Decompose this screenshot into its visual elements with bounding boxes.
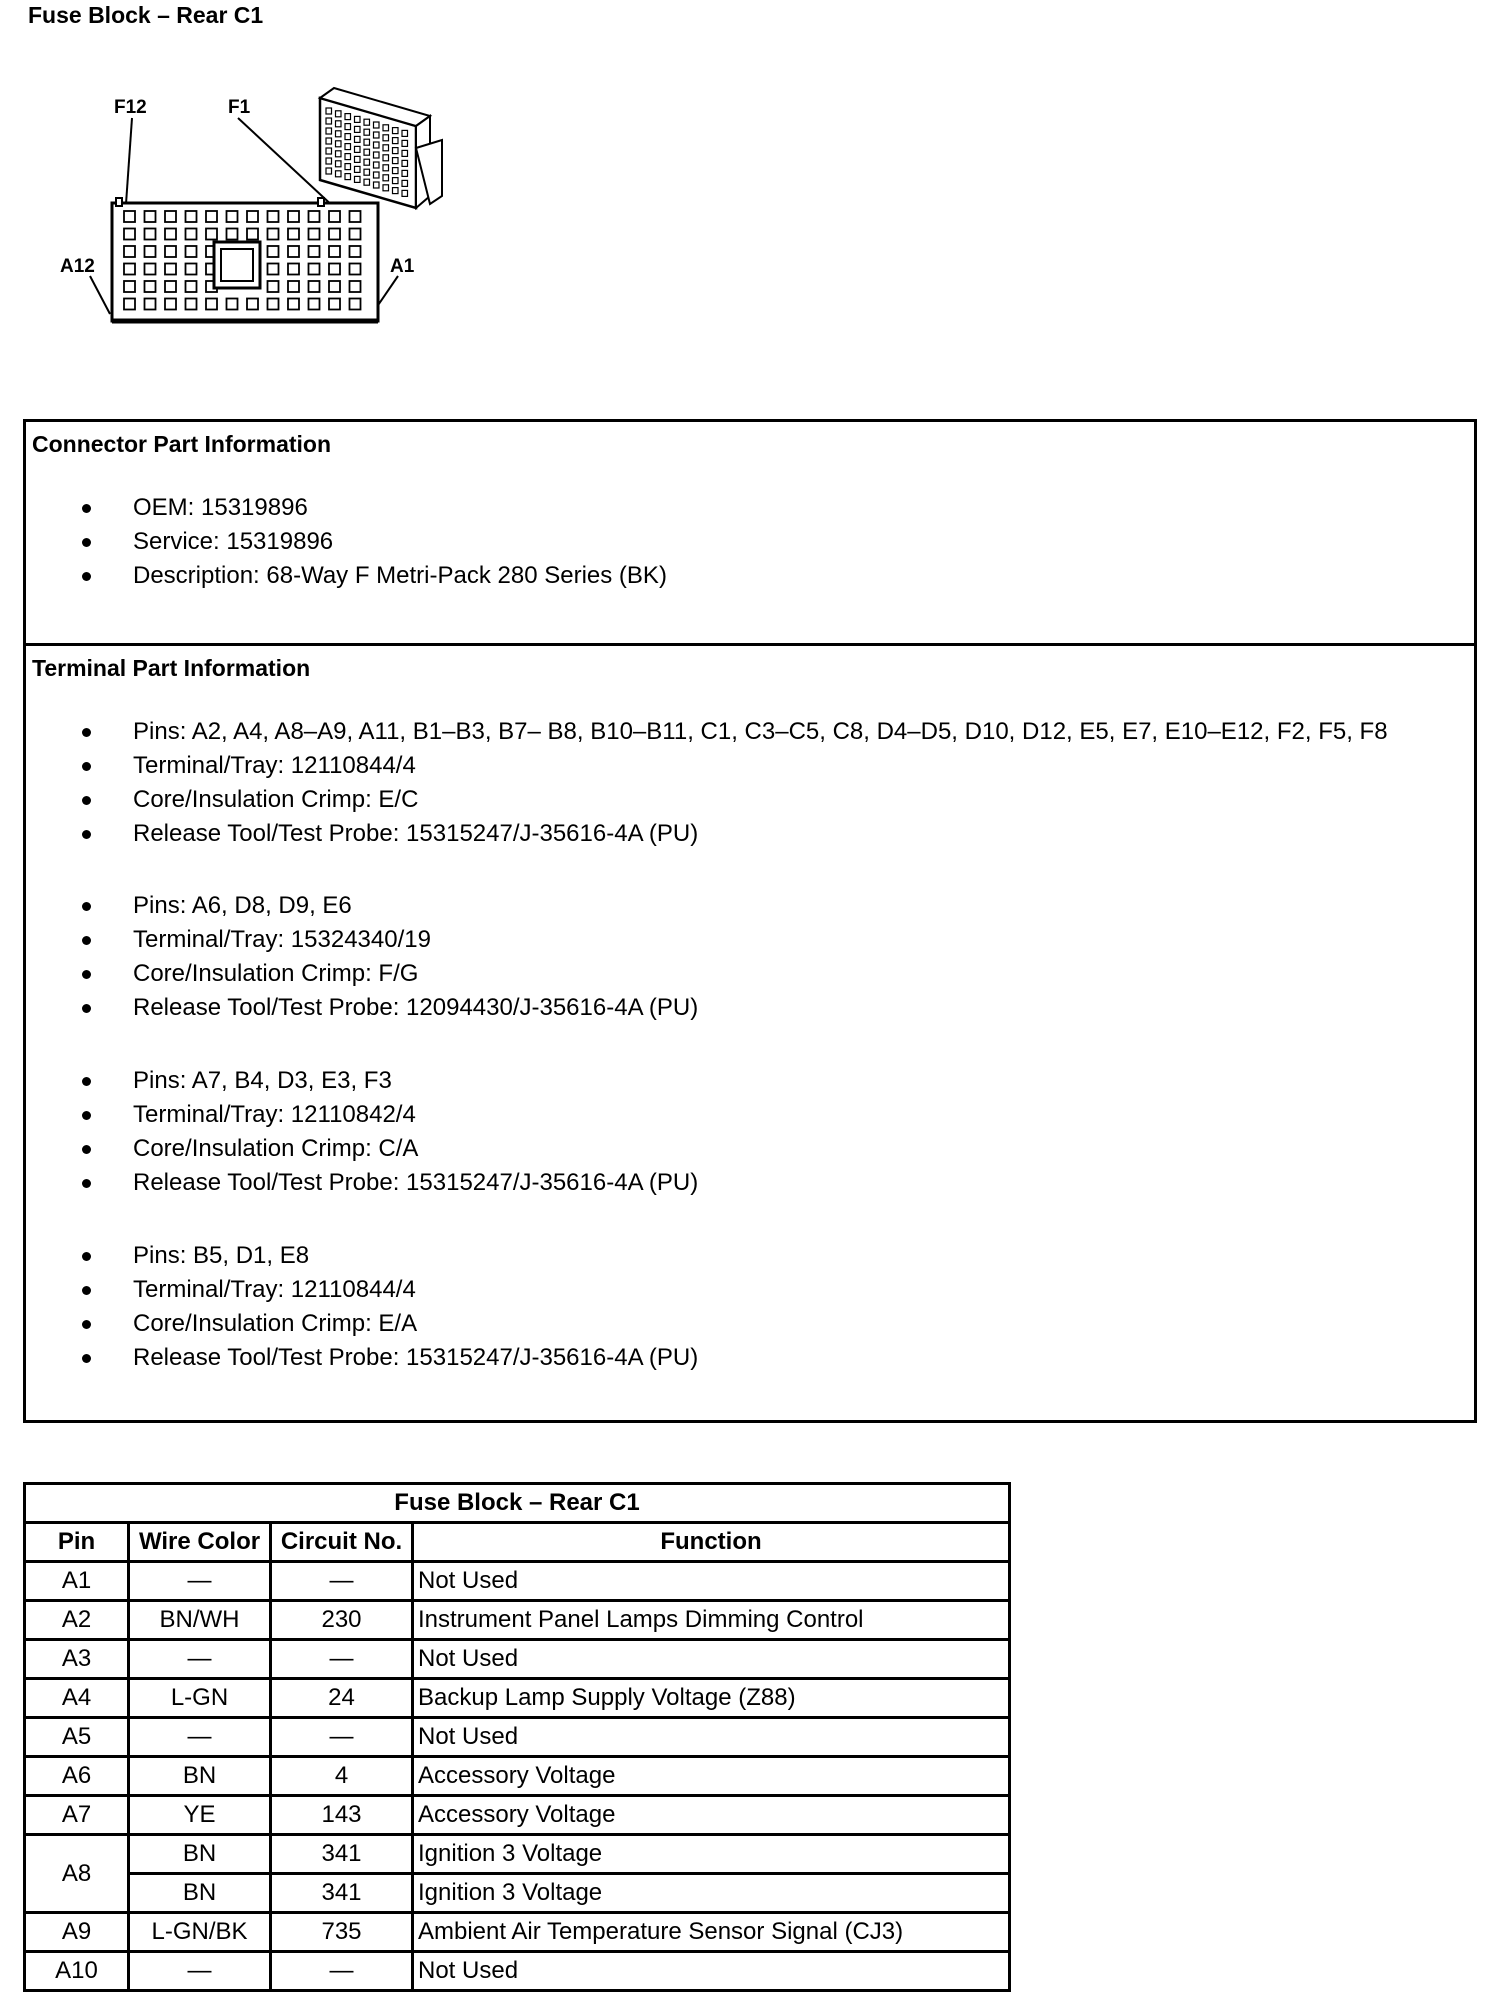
iso-cavity bbox=[364, 179, 370, 185]
cavity bbox=[124, 246, 135, 257]
cavity bbox=[247, 229, 258, 240]
iso-cavity bbox=[345, 164, 351, 170]
wire-color-cell: — bbox=[129, 1562, 271, 1601]
pin-cell: A9 bbox=[25, 1913, 129, 1952]
pin-cell: A10 bbox=[25, 1952, 129, 1991]
function-cell: Not Used bbox=[413, 1640, 1010, 1679]
cavity bbox=[145, 299, 156, 310]
pin-table bbox=[23, 1482, 1011, 1992]
iso-cavity bbox=[402, 150, 408, 156]
iso-cavity bbox=[393, 148, 399, 154]
terminal-group-3 bbox=[26, 1064, 698, 1200]
terminal-group-1 bbox=[26, 715, 1388, 851]
list-item: OEM: 15319896 bbox=[26, 491, 667, 525]
iso-cavity bbox=[355, 166, 361, 172]
iso-cavity bbox=[374, 142, 380, 148]
iso-cavity bbox=[355, 176, 361, 182]
table-row bbox=[25, 1601, 1010, 1640]
iso-cavity bbox=[374, 162, 380, 168]
column-header-pin: Pin bbox=[25, 1523, 129, 1562]
iso-cavity bbox=[345, 114, 351, 120]
pin-cell: A5 bbox=[25, 1718, 129, 1757]
cavity bbox=[165, 246, 176, 257]
wire-color-cell: BN bbox=[129, 1835, 271, 1874]
iso-cavity bbox=[402, 160, 408, 166]
iso-cavity bbox=[364, 149, 370, 155]
cavity bbox=[268, 211, 279, 222]
function-cell: Instrument Panel Lamps Dimming Control bbox=[413, 1601, 1010, 1640]
table-row bbox=[25, 1913, 1010, 1952]
leader-line-a12 bbox=[90, 276, 110, 314]
iso-cavity bbox=[374, 132, 380, 138]
wire-color-cell: YE bbox=[129, 1796, 271, 1835]
wire-color-cell: — bbox=[129, 1718, 271, 1757]
iso-cavity bbox=[364, 119, 370, 125]
cavity bbox=[145, 229, 156, 240]
table-row bbox=[25, 1952, 1010, 1991]
iso-cavity bbox=[345, 124, 351, 130]
terminal-group-4 bbox=[26, 1239, 698, 1375]
list-item: Description: 68-Way F Metri-Pack 280 Series (BK) bbox=[26, 559, 667, 593]
circuit-cell: 735 bbox=[271, 1913, 413, 1952]
iso-cavity bbox=[345, 154, 351, 160]
label-a1: A1 bbox=[390, 256, 415, 277]
cavity bbox=[309, 246, 320, 257]
table-row bbox=[25, 1874, 1010, 1913]
cavity bbox=[288, 299, 299, 310]
cavity bbox=[247, 299, 258, 310]
list-item: Release Tool/Test Probe: 15315247/J-35616-4A (PU) bbox=[26, 1166, 698, 1200]
iso-cavity bbox=[393, 138, 399, 144]
iso-cavity bbox=[393, 178, 399, 184]
label-f12: F12 bbox=[114, 97, 147, 118]
wire-color-cell: — bbox=[129, 1640, 271, 1679]
iso-cavity bbox=[364, 129, 370, 135]
cavity bbox=[227, 299, 238, 310]
cavity bbox=[186, 281, 197, 292]
iso-cavity bbox=[402, 170, 408, 176]
circuit-cell: 4 bbox=[271, 1757, 413, 1796]
wire-color-cell: BN bbox=[129, 1874, 271, 1913]
iso-cavity bbox=[355, 116, 361, 122]
cavity bbox=[350, 264, 361, 275]
iso-cavity bbox=[326, 148, 332, 154]
function-cell: Ambient Air Temperature Sensor Signal (CJ3) bbox=[413, 1913, 1010, 1952]
iso-cavity bbox=[326, 118, 332, 124]
circuit-cell: — bbox=[271, 1718, 413, 1757]
table-row bbox=[25, 1835, 1010, 1874]
circuit-cell: — bbox=[271, 1562, 413, 1601]
cavity bbox=[288, 211, 299, 222]
cavity bbox=[227, 211, 238, 222]
iso-cavity bbox=[336, 171, 342, 177]
label-f1: F1 bbox=[228, 97, 251, 118]
iso-cavity bbox=[402, 180, 408, 186]
table-header-row bbox=[25, 1523, 1010, 1562]
cavity bbox=[186, 246, 197, 257]
table-row bbox=[25, 1640, 1010, 1679]
leader-line-f12 bbox=[126, 118, 132, 204]
cavity bbox=[309, 281, 320, 292]
iso-cavity bbox=[383, 165, 389, 171]
wire-color-cell: BN bbox=[129, 1757, 271, 1796]
wire-color-cell: L-GN/BK bbox=[129, 1913, 271, 1952]
iso-cavity bbox=[402, 140, 408, 146]
iso-cavity bbox=[355, 136, 361, 142]
cavity bbox=[329, 229, 340, 240]
cavity bbox=[186, 229, 197, 240]
table-row bbox=[25, 1679, 1010, 1718]
pin-cell: A2 bbox=[25, 1601, 129, 1640]
cavity bbox=[350, 211, 361, 222]
cavity bbox=[268, 229, 279, 240]
iso-cavity bbox=[326, 128, 332, 134]
iso-cavity bbox=[402, 190, 408, 196]
pin-cell: A6 bbox=[25, 1757, 129, 1796]
iso-cavity bbox=[383, 135, 389, 141]
pin-cell: A3 bbox=[25, 1640, 129, 1679]
cavity bbox=[350, 299, 361, 310]
cavity bbox=[350, 246, 361, 257]
iso-cavity bbox=[364, 169, 370, 175]
list-item: Pins: B5, D1, E8 bbox=[26, 1239, 698, 1273]
iso-cavity bbox=[326, 158, 332, 164]
cavity bbox=[268, 299, 279, 310]
function-cell: Not Used bbox=[413, 1952, 1010, 1991]
terminal-info-heading: Terminal Part Information bbox=[32, 655, 311, 681]
iso-cavity bbox=[374, 122, 380, 128]
list-item: Pins: A6, D8, D9, E6 bbox=[26, 889, 698, 923]
iso-cavity bbox=[326, 168, 332, 174]
function-cell: Not Used bbox=[413, 1562, 1010, 1601]
column-header-wire-color: Wire Color bbox=[129, 1523, 271, 1562]
connector-iso-view bbox=[320, 88, 442, 208]
iso-cavity bbox=[393, 188, 399, 194]
table-row bbox=[25, 1796, 1010, 1835]
label-a12: A12 bbox=[60, 256, 95, 277]
function-cell: Accessory Voltage bbox=[413, 1796, 1010, 1835]
iso-cavity bbox=[383, 155, 389, 161]
cavity bbox=[206, 299, 217, 310]
terminal-group-2 bbox=[26, 889, 698, 1025]
function-cell: Accessory Voltage bbox=[413, 1757, 1010, 1796]
page-title: Fuse Block – Rear C1 bbox=[28, 2, 264, 28]
iso-cavity bbox=[336, 151, 342, 157]
column-header-function: Function bbox=[413, 1523, 1010, 1562]
cavity bbox=[350, 229, 361, 240]
iso-cavity bbox=[336, 111, 342, 117]
cavity bbox=[145, 281, 156, 292]
iso-cavity bbox=[383, 125, 389, 131]
circuit-cell: 143 bbox=[271, 1796, 413, 1835]
list-item: Core/Insulation Crimp: E/C bbox=[26, 783, 1388, 817]
wire-color-cell: — bbox=[129, 1952, 271, 1991]
iso-cavity bbox=[374, 172, 380, 178]
iso-cavity bbox=[364, 159, 370, 165]
iso-cavity bbox=[326, 138, 332, 144]
cavity bbox=[329, 281, 340, 292]
connector-diagram bbox=[28, 78, 498, 368]
iso-cavity bbox=[383, 145, 389, 151]
iso-cavity bbox=[336, 121, 342, 127]
cavity bbox=[350, 281, 361, 292]
iso-cavity bbox=[383, 185, 389, 191]
circuit-cell: — bbox=[271, 1952, 413, 1991]
iso-cavity bbox=[364, 139, 370, 145]
table-row bbox=[25, 1757, 1010, 1796]
function-cell: Ignition 3 Voltage bbox=[413, 1874, 1010, 1913]
iso-cavity bbox=[402, 130, 408, 136]
table-row bbox=[25, 1718, 1010, 1757]
cavity bbox=[145, 211, 156, 222]
list-item: Pins: A7, B4, D3, E3, F3 bbox=[26, 1064, 698, 1098]
cavity bbox=[288, 281, 299, 292]
iso-cavity bbox=[393, 158, 399, 164]
list-item: Release Tool/Test Probe: 15315247/J-35616-4A (PU) bbox=[26, 817, 1388, 851]
cavity bbox=[165, 299, 176, 310]
iso-cavity bbox=[345, 134, 351, 140]
circuit-cell: 230 bbox=[271, 1601, 413, 1640]
list-item: Service: 15319896 bbox=[26, 525, 667, 559]
cavity bbox=[165, 281, 176, 292]
cavity bbox=[288, 246, 299, 257]
connector-drawing bbox=[28, 78, 498, 368]
cavity bbox=[268, 246, 279, 257]
cavity bbox=[329, 299, 340, 310]
cavity bbox=[124, 281, 135, 292]
table-row bbox=[25, 1562, 1010, 1601]
iso-cavity bbox=[355, 156, 361, 162]
part-info-box bbox=[23, 419, 1477, 1423]
circuit-cell: 24 bbox=[271, 1679, 413, 1718]
cavity bbox=[268, 281, 279, 292]
list-item: Core/Insulation Crimp: E/A bbox=[26, 1307, 698, 1341]
iso-cavity bbox=[393, 168, 399, 174]
cavity bbox=[124, 229, 135, 240]
cavity bbox=[309, 229, 320, 240]
cavity bbox=[206, 211, 217, 222]
cavity bbox=[227, 229, 238, 240]
connector-info-list bbox=[26, 491, 667, 593]
list-item: Release Tool/Test Probe: 12094430/J-35616-4A (PU) bbox=[26, 991, 698, 1025]
column-header-circuit: Circuit No. bbox=[271, 1523, 413, 1562]
iso-cavity bbox=[393, 128, 399, 134]
wire-color-cell: BN/WH bbox=[129, 1601, 271, 1640]
cavity bbox=[309, 264, 320, 275]
iso-cavity bbox=[326, 108, 332, 114]
pin-cell: A8 bbox=[25, 1835, 129, 1913]
cavity bbox=[124, 264, 135, 275]
connector-face bbox=[112, 198, 378, 321]
cavity bbox=[329, 246, 340, 257]
cavity bbox=[186, 211, 197, 222]
iso-cavity bbox=[355, 146, 361, 152]
cavity bbox=[309, 299, 320, 310]
cavity bbox=[165, 229, 176, 240]
iso-cavity bbox=[336, 141, 342, 147]
iso-cavity bbox=[336, 161, 342, 167]
cavity bbox=[309, 211, 320, 222]
cavity bbox=[206, 229, 217, 240]
connector-part-info bbox=[26, 422, 1474, 646]
list-item: Core/Insulation Crimp: C/A bbox=[26, 1132, 698, 1166]
iso-cavity bbox=[336, 131, 342, 137]
cavity bbox=[124, 211, 135, 222]
function-cell: Backup Lamp Supply Voltage (Z88) bbox=[413, 1679, 1010, 1718]
cavity bbox=[329, 264, 340, 275]
pin-cell: A7 bbox=[25, 1796, 129, 1835]
function-cell: Ignition 3 Voltage bbox=[413, 1835, 1010, 1874]
connector-info-heading: Connector Part Information bbox=[32, 431, 332, 457]
list-item: Terminal/Tray: 15324340/19 bbox=[26, 923, 698, 957]
iso-cavity bbox=[345, 144, 351, 150]
iso-cavity bbox=[345, 174, 351, 180]
wire-color-cell: L-GN bbox=[129, 1679, 271, 1718]
terminal-part-info bbox=[26, 646, 1474, 1420]
function-cell: Not Used bbox=[413, 1718, 1010, 1757]
cavity bbox=[186, 299, 197, 310]
circuit-cell: 341 bbox=[271, 1835, 413, 1874]
list-item: Terminal/Tray: 12110844/4 bbox=[26, 749, 1388, 783]
cavity bbox=[165, 211, 176, 222]
list-item: Core/Insulation Crimp: F/G bbox=[26, 957, 698, 991]
pin-cell: A4 bbox=[25, 1679, 129, 1718]
cavity bbox=[288, 264, 299, 275]
iso-cavity bbox=[383, 175, 389, 181]
iso-cavity bbox=[374, 152, 380, 158]
cavity bbox=[247, 211, 258, 222]
list-item: Release Tool/Test Probe: 15315247/J-35616-4A (PU) bbox=[26, 1341, 698, 1375]
cavity bbox=[145, 264, 156, 275]
cavity bbox=[145, 246, 156, 257]
iso-cavity bbox=[355, 126, 361, 132]
circuit-cell: — bbox=[271, 1640, 413, 1679]
list-item: Pins: A2, A4, A8–A9, A11, B1–B3, B7– B8, B10–B11, C1, C3–C5, C8, D4–D5, D10, D12, E5, E7, E10–E12, F2, F5, F8 bbox=[26, 715, 1388, 749]
cavity bbox=[124, 299, 135, 310]
iso-cavity bbox=[374, 182, 380, 188]
list-item: Terminal/Tray: 12110842/4 bbox=[26, 1098, 698, 1132]
circuit-cell: 341 bbox=[271, 1874, 413, 1913]
cavity bbox=[329, 211, 340, 222]
list-item: Terminal/Tray: 12110844/4 bbox=[26, 1273, 698, 1307]
table-title: Fuse Block – Rear C1 bbox=[25, 1484, 1010, 1523]
cavity bbox=[186, 264, 197, 275]
pin-cell: A1 bbox=[25, 1562, 129, 1601]
cavity bbox=[288, 229, 299, 240]
cavity bbox=[165, 264, 176, 275]
cavity bbox=[268, 264, 279, 275]
